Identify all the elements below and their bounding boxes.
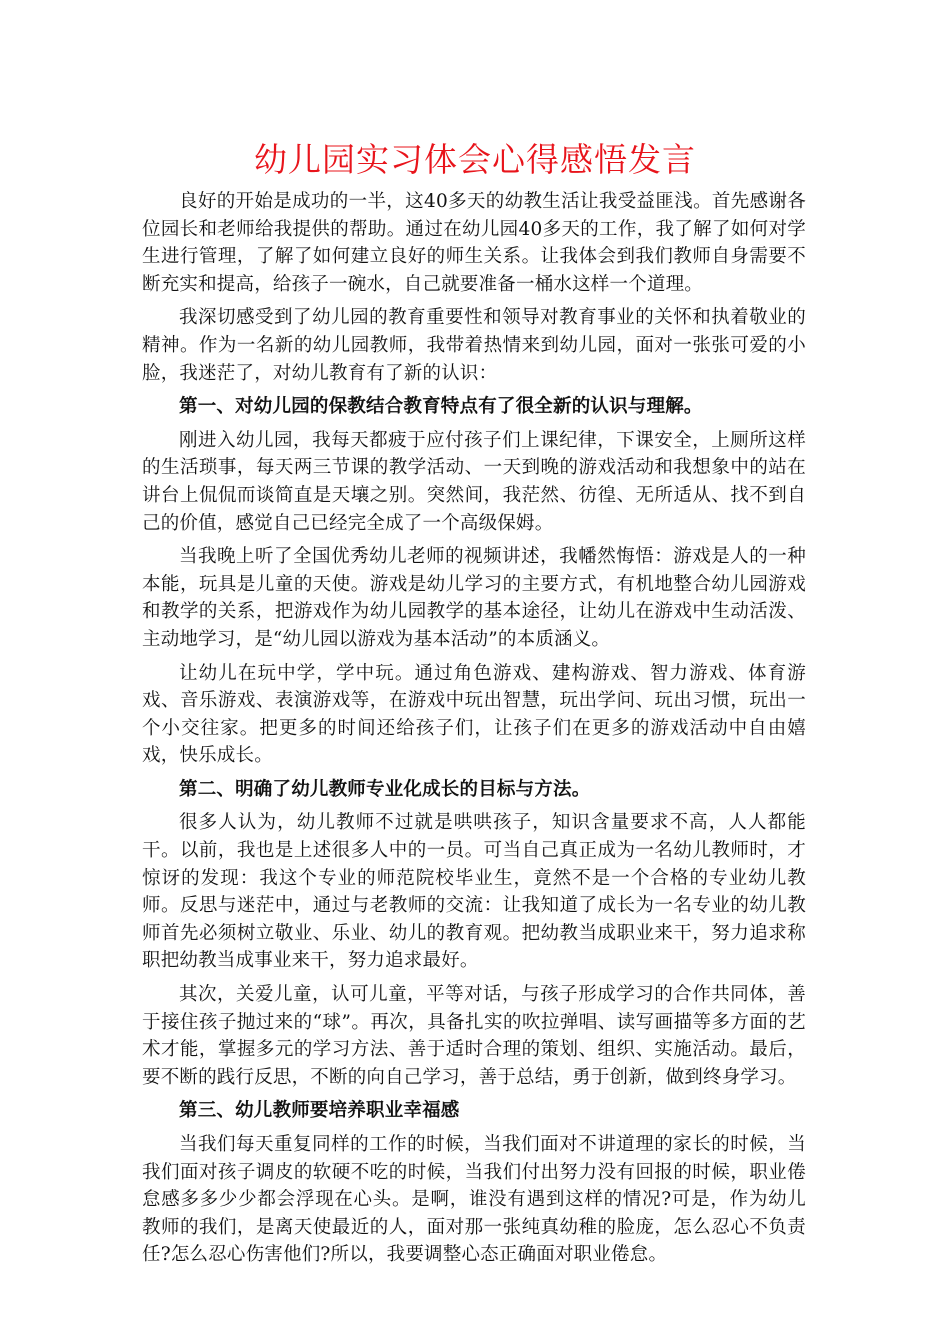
paragraph: 我深切感受到了幼儿园的教育重要性和领导对教育事业的关怀和执着敬业的精神。作为一名新的幼儿园教师，我带着热情来到幼儿园，面对一张张可爱的小脸，我迷茫了，对幼儿教育有了新的认识： [142, 307, 806, 384]
document-body [142, 188, 806, 1275]
paragraph: 其次，关爱儿童，认可儿童，平等对话，与孩子形成学习的合作共同体，善于接住孩子抛过来的“球”。再次，具备扎实的吹拉弹唱、读写画描等多方面的艺术才能，掌握多元的学习方法、善于适时合理的策划、组织、实施活动。最后，要不断的践行反思，不断的向自己学习，善于总结，勇于创新，做到终身学习。 [142, 984, 806, 1088]
paragraph: 当我晚上听了全国优秀幼儿老师的视频讲述，我幡然悔悟：游戏是人的一种本能，玩具是儿童的天使。游戏是幼儿学习的主要方式，有机地整合幼儿园游戏和教学的关系，把游戏作为幼儿园教学的基本途径，让幼儿在游戏中生动活泼、主动地学习，是“幼儿园以游戏为基本活动”的本质涵义。 [142, 546, 806, 650]
paragraph: 良好的开始是成功的一半，这40多天的幼教生活让我受益匪浅。首先感谢各位园长和老师给我提供的帮助。通过在幼儿园40多天的工作，我了解了如何对学生进行管理，了解了如何建立良好的师生关系。让我体会到我们教师自身需要不断充实和提高，给孩子一碗水，自己就要准备一桶水这样一个道理。 [142, 191, 806, 295]
paragraph: 刚进入幼儿园，我每天都疲于应付孩子们上课纪律，下课安全，上厕所这样的生活琐事，每天两三节课的教学活动、一天到晚的游戏活动和我想象中的站在讲台上侃侃而谈简直是天壤之别。突然间，我茫然、彷徨、无所适从、找不到自己的价值，感觉自己已经完全成了一个高级保姆。 [142, 429, 806, 534]
paragraph: 很多人认为，幼儿教师不过就是哄哄孩子，知识含量要求不高，人人都能干。以前，我也是上述很多人中的一员。可当自己真正成为一名幼儿教师时，才惊讶的发现：我这个专业的师范院校毕业生，竟然不是一个合格的专业幼儿教师。反思与迷茫中，通过与老教师的交流：让我知道了成长为一名专业的幼儿教师首先必须树立敬业、乐业、幼儿的教育观。把幼教当成职业来干，努力追求称职把幼教当成事业来干，努力追求最好。 [142, 812, 806, 972]
section-heading: 第一、对幼儿园的保教结合教育特点有了很全新的认识与理解。 [179, 396, 703, 418]
section-heading: 第三、幼儿教师要培养职业幸福感 [179, 1100, 460, 1122]
paragraph: 当我们每天重复同样的工作的时候，当我们面对不讲道理的家长的时候，当我们面对孩子调皮的软硬不吃的时候，当我们付出努力没有回报的时候，职业倦怠感多多少少都会浮现在心头。是啊，谁没有遇到这样的情况?可是，作为幼儿教师的我们，是离天使最近的人，面对那一张纯真幼稚的脸庞，怎么忍心不负责任?怎么忍心伤害他们?所以，我要调整心态正确面对职业倦怠。 [142, 1134, 806, 1266]
document-title: 幼儿园实习体会心得感悟发言 [254, 140, 696, 179]
section-heading: 第二、明确了幼儿教师专业化成长的目标与方法。 [179, 778, 591, 800]
paragraph: 让幼儿在玩中学，学中玩。通过角色游戏、建构游戏、智力游戏、体育游戏、音乐游戏、表演游戏等，在游戏中玩出智慧，玩出学问、玩出习惯，玩出一个小交往家。把更多的时间还给孩子们，让孩子们在更多的游戏活动中自由嬉戏，快乐成长。 [142, 662, 806, 767]
